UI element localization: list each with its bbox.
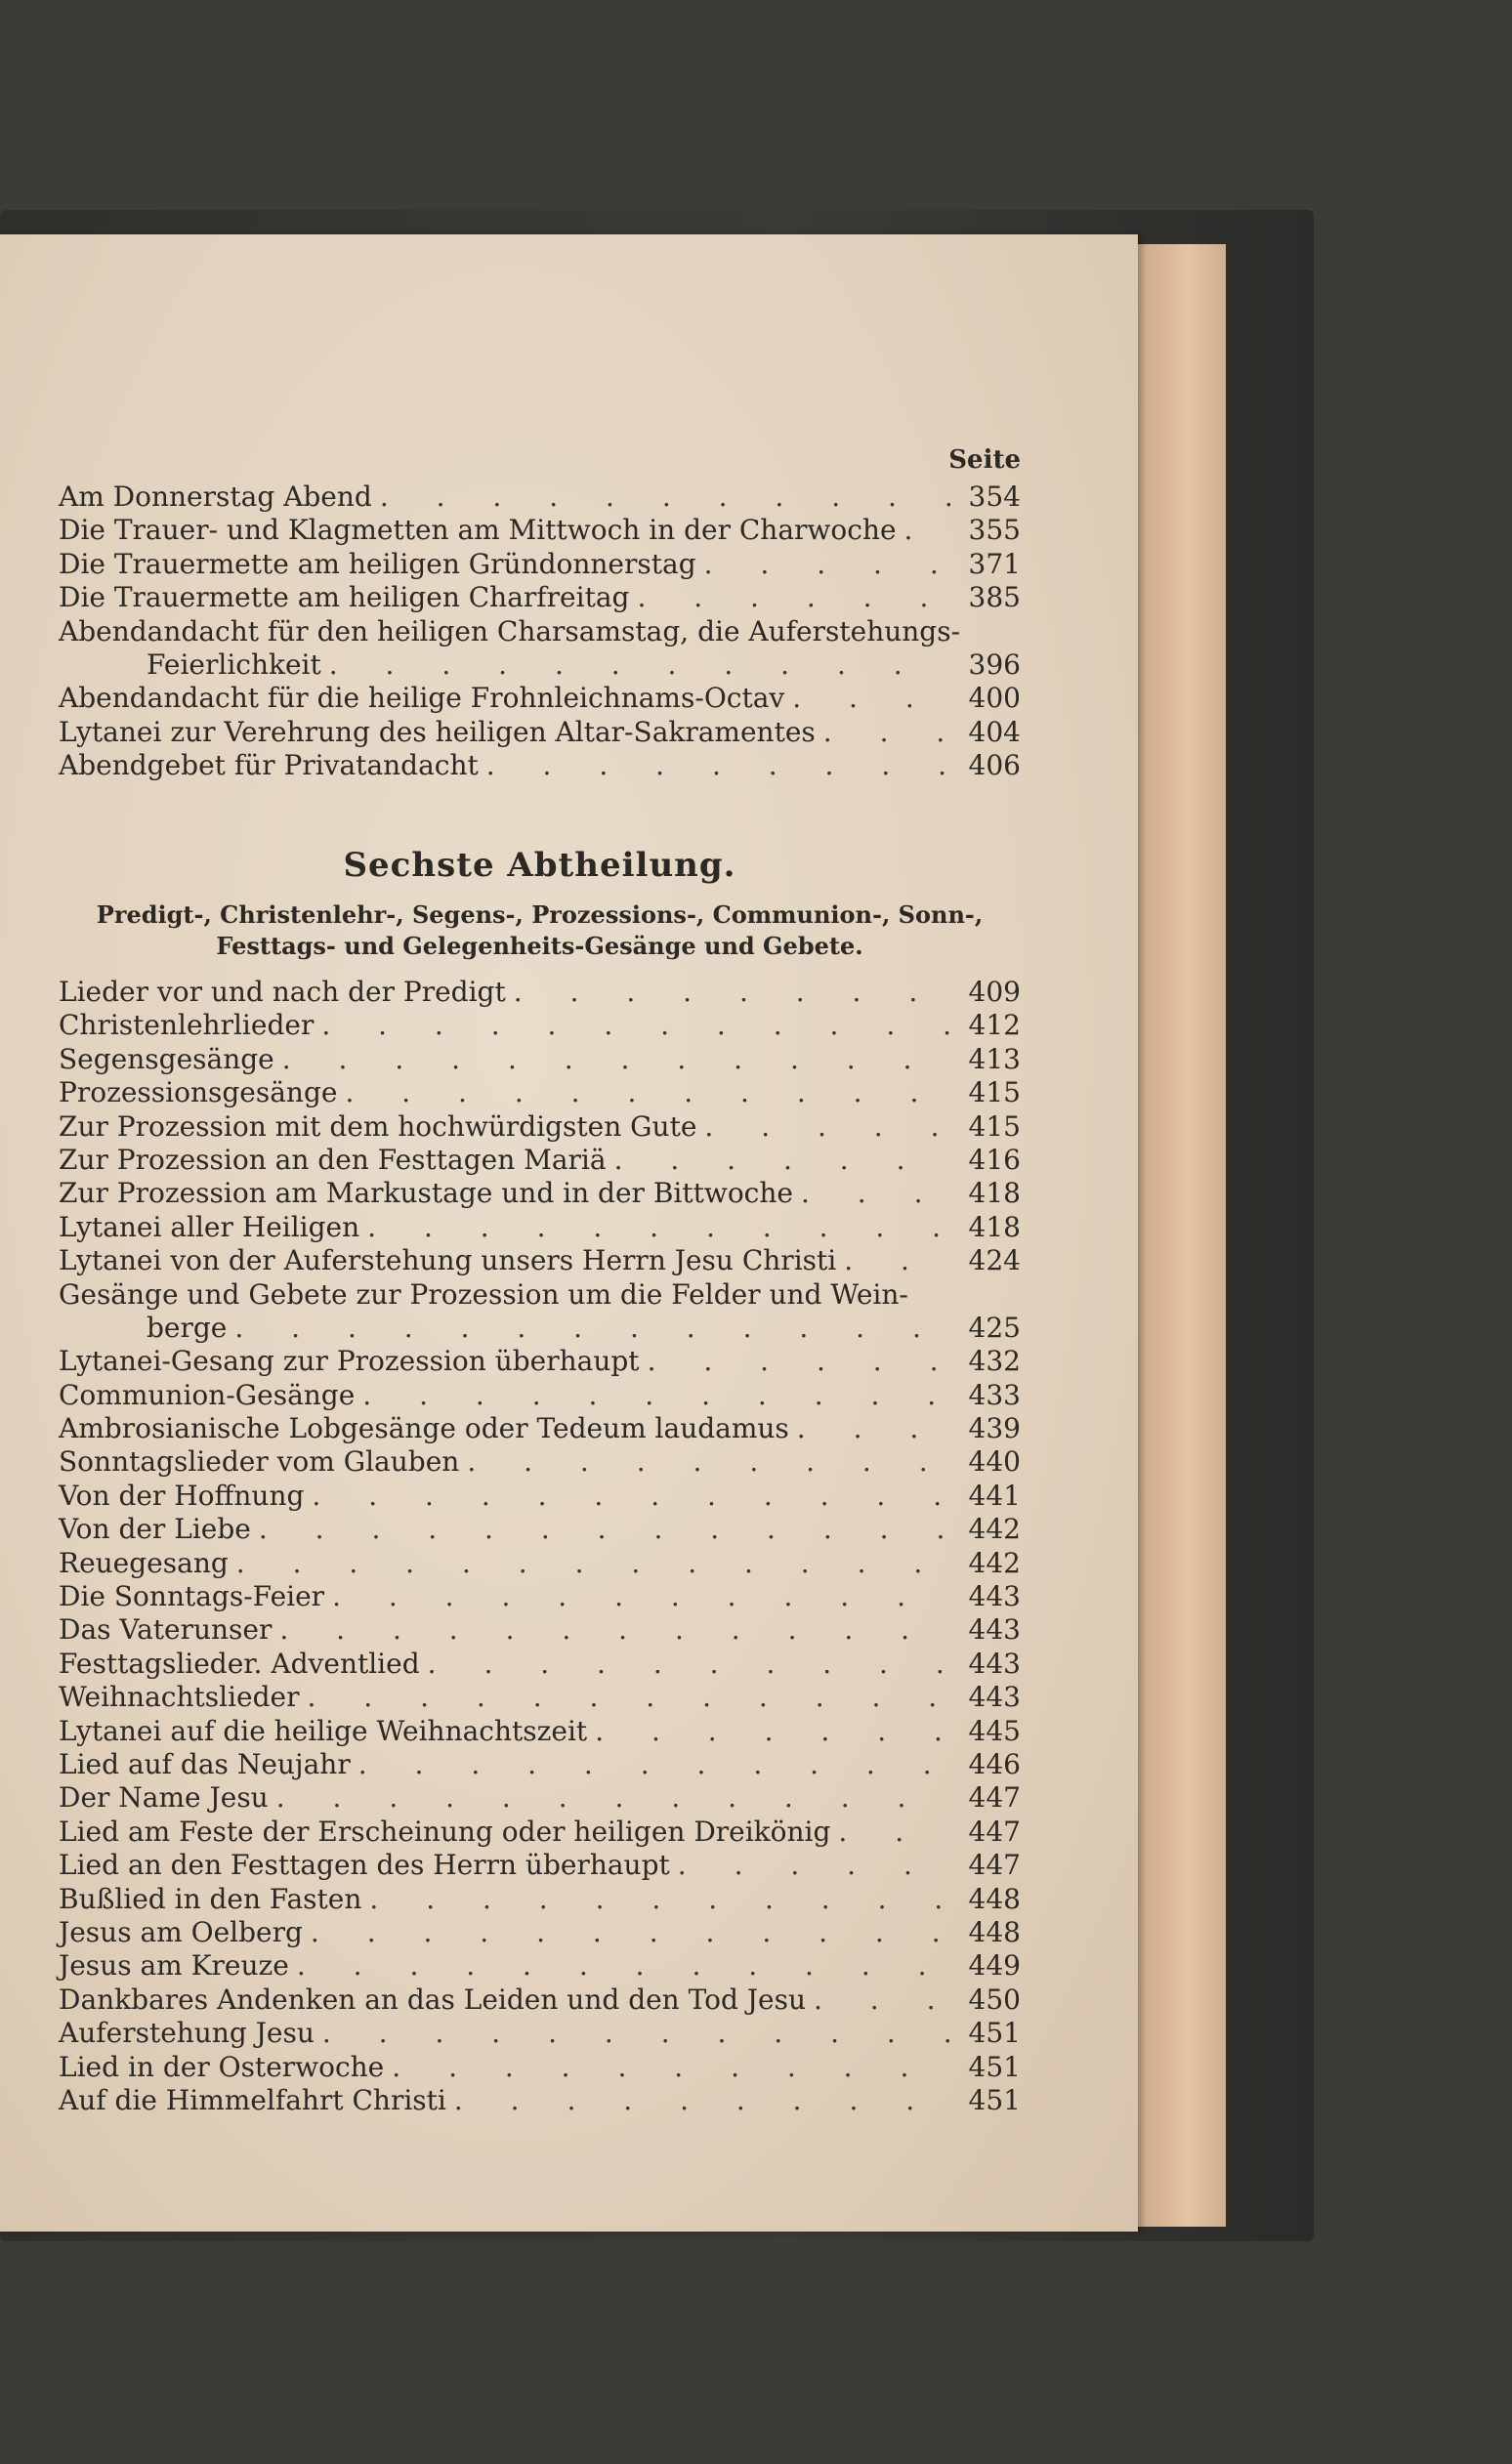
page-number: 432 xyxy=(968,1345,1021,1378)
toc-entry: Weihnachtslieder . . . 443 xyxy=(59,1681,1021,1714)
page-number: 447 xyxy=(968,1815,1021,1848)
toc-entry: Segensgesänge . . . 413 xyxy=(59,1043,1021,1076)
page-number: 409 xyxy=(968,976,1021,1008)
toc-section-b xyxy=(59,976,1021,2117)
toc-entry: Abendandacht für den heiligen Charsamstag, die Auferstehungs- xyxy=(59,614,961,647)
toc-entry: Ambrosianische Lobgesänge oder Tedeum laudamus . . . 439 xyxy=(59,1412,1021,1445)
toc-entry: Communion-Gesänge . . . 433 xyxy=(59,1379,1021,1412)
toc-entry: Lytanei von der Auferstehung unsers Herrn Jesu Christi . . . 424 xyxy=(59,1244,1021,1277)
toc-entry: Gesänge und Gebete zur Prozession um die Felder und Wein- xyxy=(59,1277,908,1311)
page-number: 412 xyxy=(968,1009,1021,1042)
toc-entry: Abendandacht für die heilige Frohnleichnams-Octav . . . 400 xyxy=(59,682,1021,715)
page-number: 416 xyxy=(968,1143,1021,1176)
section-subtitle: Predigt-, Christenlehr-, Segens-, Prozessions-, Communion-, Sonn-, xyxy=(96,900,984,929)
page-number: 425 xyxy=(968,1311,1021,1344)
page-number: 440 xyxy=(968,1445,1021,1479)
toc-entry: Festtagslieder. Adventlied . . . 443 xyxy=(59,1648,1021,1681)
toc-entry: Die Trauermette am heiligen Charfreitag . . . 385 xyxy=(59,581,1021,614)
page-number: 385 xyxy=(968,581,1021,614)
page-number: 448 xyxy=(968,1882,1021,1915)
toc-entry: Auferstehung Jesu . . . 451 xyxy=(59,2017,1021,2050)
toc-entry: Der Name Jesu . . . 447 xyxy=(59,1781,1021,1815)
toc-entry: Das Vaterunser . . . 443 xyxy=(59,1613,1021,1647)
page-number: 450 xyxy=(968,1983,1021,2016)
page-number: 447 xyxy=(968,1781,1021,1815)
toc-entry: Die Trauer- und Klagmetten am Mittwoch in der Charwoche . . . 355 xyxy=(59,514,1021,547)
page-column-header: Seite xyxy=(948,445,1021,475)
page-number: 418 xyxy=(968,1177,1021,1210)
toc-entry: Lied auf das Neujahr . . . 446 xyxy=(59,1748,1021,1781)
toc-entry: Auf die Himmelfahrt Christi . . . 451 xyxy=(59,2084,1021,2117)
page-number: 443 xyxy=(968,1647,1021,1680)
toc-entry: Lytanei aller Heiligen . . . 418 xyxy=(59,1211,1021,1244)
page-number: 447 xyxy=(968,1849,1021,1882)
page-number: 451 xyxy=(968,2017,1021,2050)
toc-entry: Dankbares Andenken an das Leiden und den Tod Jesu . . . 450 xyxy=(59,1984,1021,2017)
toc-entry: Lytanei zur Verehrung des heiligen Altar-Sakramentes . . . 404 xyxy=(59,716,1021,749)
page-number: 355 xyxy=(968,514,1021,547)
toc-entry: berge . . . 425 xyxy=(59,1312,1021,1345)
page-number: 441 xyxy=(968,1479,1021,1512)
page-number: 424 xyxy=(968,1244,1021,1277)
toc-entry: Jesus am Kreuze . . . 449 xyxy=(59,1949,1021,1983)
page-number: 433 xyxy=(968,1378,1021,1411)
page-number: 442 xyxy=(968,1513,1021,1546)
page-number: 443 xyxy=(968,1681,1021,1714)
page-number: 449 xyxy=(968,1949,1021,1983)
toc-entry: Reuegesang . . . 442 xyxy=(59,1547,1021,1580)
toc-entry: Die Sonntags-Feier . . . 443 xyxy=(59,1580,1021,1613)
page-number: 413 xyxy=(968,1042,1021,1075)
toc-entry: Zur Prozession an den Festtagen Mariä . . . 416 xyxy=(59,1144,1021,1177)
page-number: 442 xyxy=(968,1546,1021,1579)
page-number: 451 xyxy=(968,2050,1021,2083)
toc-entry: Zur Prozession am Markustage und in der Bittwoche . . . 418 xyxy=(59,1177,1021,1210)
page-number: 415 xyxy=(968,1109,1021,1143)
page-number: 443 xyxy=(968,1580,1021,1613)
page-number: 451 xyxy=(968,2083,1021,2116)
toc-entry: Bußlied in den Fasten . . . 448 xyxy=(59,1883,1021,1916)
section-heading: Sechste Abtheilung. xyxy=(343,846,736,885)
toc-entry: Lied am Feste der Erscheinung oder heiligen Dreikönig . . . 447 xyxy=(59,1816,1021,1849)
toc-entry: Lytanei-Gesang zur Prozession überhaupt . . . 432 xyxy=(59,1345,1021,1378)
page-number: 371 xyxy=(968,547,1021,580)
toc-entry: Lied an den Festtagen des Herrn überhaupt . . . 447 xyxy=(59,1849,1021,1882)
toc-entry: Sonntagslieder vom Glauben . . . 440 xyxy=(59,1445,1021,1479)
toc-entry: Feierlichkeit . . . 396 xyxy=(59,648,1021,682)
toc-entry: Abendgebet für Privatandacht . . . 406 xyxy=(59,749,1021,782)
page-number: 446 xyxy=(968,1747,1021,1780)
toc-entry: Lieder vor und nach der Predigt . . . 409 xyxy=(59,976,1021,1009)
toc-section-a xyxy=(59,480,1021,783)
page-number: 354 xyxy=(968,480,1021,513)
toc-entry: Prozessionsgesänge . . . 415 xyxy=(59,1076,1021,1109)
toc-entry: Lied in der Osterwoche . . . 451 xyxy=(59,2051,1021,2084)
page-number: 445 xyxy=(968,1714,1021,1747)
page-number: 418 xyxy=(968,1210,1021,1243)
toc-entry: Christenlehrlieder . . . 412 xyxy=(59,1009,1021,1042)
toc-entry: Lytanei auf die heilige Weihnachtszeit . . . 445 xyxy=(59,1715,1021,1748)
page-number: 448 xyxy=(968,1915,1021,1948)
toc-entry: Von der Hoffnung . . . 441 xyxy=(59,1480,1021,1513)
toc-entry: Am Donnerstag Abend . . . 354 xyxy=(59,480,1021,514)
toc-entry: Die Trauermette am heiligen Gründonnerstag . . . 371 xyxy=(59,548,1021,581)
page-number: 443 xyxy=(968,1613,1021,1647)
page-number: 404 xyxy=(968,715,1021,748)
page-number: 439 xyxy=(968,1412,1021,1445)
page-number: 400 xyxy=(968,682,1021,715)
page-number: 396 xyxy=(968,647,1021,681)
page-number: 415 xyxy=(968,1076,1021,1109)
page-number: 406 xyxy=(968,749,1021,782)
toc-entry: Zur Prozession mit dem hochwürdigsten Gute . . . 415 xyxy=(59,1110,1021,1144)
section-subtitle: Festtags- und Gelegenheits-Gesänge und Gebete. xyxy=(216,932,863,960)
toc-entry: Von der Liebe . . . 442 xyxy=(59,1513,1021,1546)
toc-entry: Jesus am Oelberg . . . 448 xyxy=(59,1916,1021,1949)
